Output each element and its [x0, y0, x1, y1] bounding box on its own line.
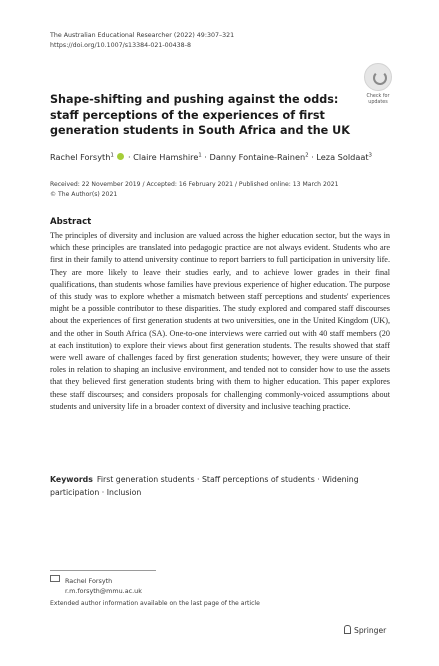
badge-line-2: updates: [368, 100, 388, 105]
abstract-heading: Abstract: [50, 217, 92, 227]
badge-line-1: Check for: [366, 94, 390, 99]
corresponding-email[interactable]: r.m.forsyth@mmu.ac.uk: [65, 587, 142, 595]
journal-citation: The Australian Educational Researcher (2022) 49:307–321: [50, 32, 235, 39]
publisher-logo: [344, 625, 386, 635]
corresponding-author: Rachel Forsyth: [65, 577, 113, 585]
publication-dates: [50, 180, 339, 200]
author-name[interactable]: Rachel Forsyth: [50, 152, 111, 162]
springer-horse-icon: [344, 625, 351, 634]
keywords-label: Keywords: [50, 475, 93, 484]
keywords-block: [50, 474, 390, 499]
author-affiliation: 3: [368, 152, 372, 159]
doi-link[interactable]: https://doi.org/10.1007/s13384-021-00438-8: [50, 42, 191, 49]
check-for-updates-icon[interactable]: [364, 63, 392, 91]
abstract-text: The principles of diversity and inclusion are valued across the higher education sector, but the ways in which these principles are translated into pedagogic practice are not always evident. Students who are first in their family to attend university continue to report barriers to full participation in university life. They are more likely to leave their studies early, and to achieve lower grades in their final qualifications, than students whose families have previous experience of higher education. The purpose of this study was to explore whether a mismatch between staff perceptions and students' experiences might be a possible contributor to these disparities. The study explored and compared staff discourses about the experiences of first generation students at two universities, one in the United Kingdom (UK), and the other in South Africa (SA). One-to-one interviews were carried out with 40 staff members (20 at each institution) to explore their views about first generation students. The results showed that staff were well aware of challenges faced by first generation students; however, they were unsure of their roles in relation to shaping an inclusive environment, and tended not to consider how to use the assets that they believed first generation students bring with them to higher education. This paper explores these staff discourses; and considers proposals for challenging commonly-voiced assumptions about students and university life in a broader context of diversity and inclusive teaching practice.: [50, 231, 390, 411]
author-list: Rachel Forsyth$^1$ · Claire Hamshire$^1$ · Danny Fontaine-Rainen$^2$ · Leza Soldaat$^3$: [50, 152, 372, 162]
author-affiliation: 1: [110, 152, 114, 159]
author-affiliation: 1: [198, 152, 202, 159]
envelope-icon: [50, 575, 60, 582]
footnote-divider: [50, 570, 156, 571]
extended-author-info: Extended author information available on the last page of the article: [50, 600, 260, 607]
author-name[interactable]: Danny Fontaine-Rainen: [209, 152, 306, 162]
author-name[interactable]: Claire Hamshire: [133, 152, 199, 162]
orcid-icon[interactable]: [117, 153, 124, 160]
author-name[interactable]: Leza Soldaat: [316, 152, 369, 162]
history-dates: Received: 22 November 2019 / Accepted: 16 February 2021 / Published online: 13 March 2021: [50, 181, 339, 188]
check-for-updates-label[interactable]: [356, 94, 400, 106]
article-title: Shape-shifting and pushing against the odds: staff perceptions of the experiences of first generation students in South Africa and the UK: [50, 93, 350, 137]
journal-header: [50, 31, 234, 51]
keywords-text: First generation students · Staff perceptions of students · Widening participation · Inclusion: [50, 475, 359, 497]
copyright-line: © The Author(s) 2021: [50, 191, 118, 198]
publisher-name: Springer: [354, 626, 387, 635]
author-affiliation: 2: [305, 152, 309, 159]
correspondence-block: [50, 575, 142, 596]
